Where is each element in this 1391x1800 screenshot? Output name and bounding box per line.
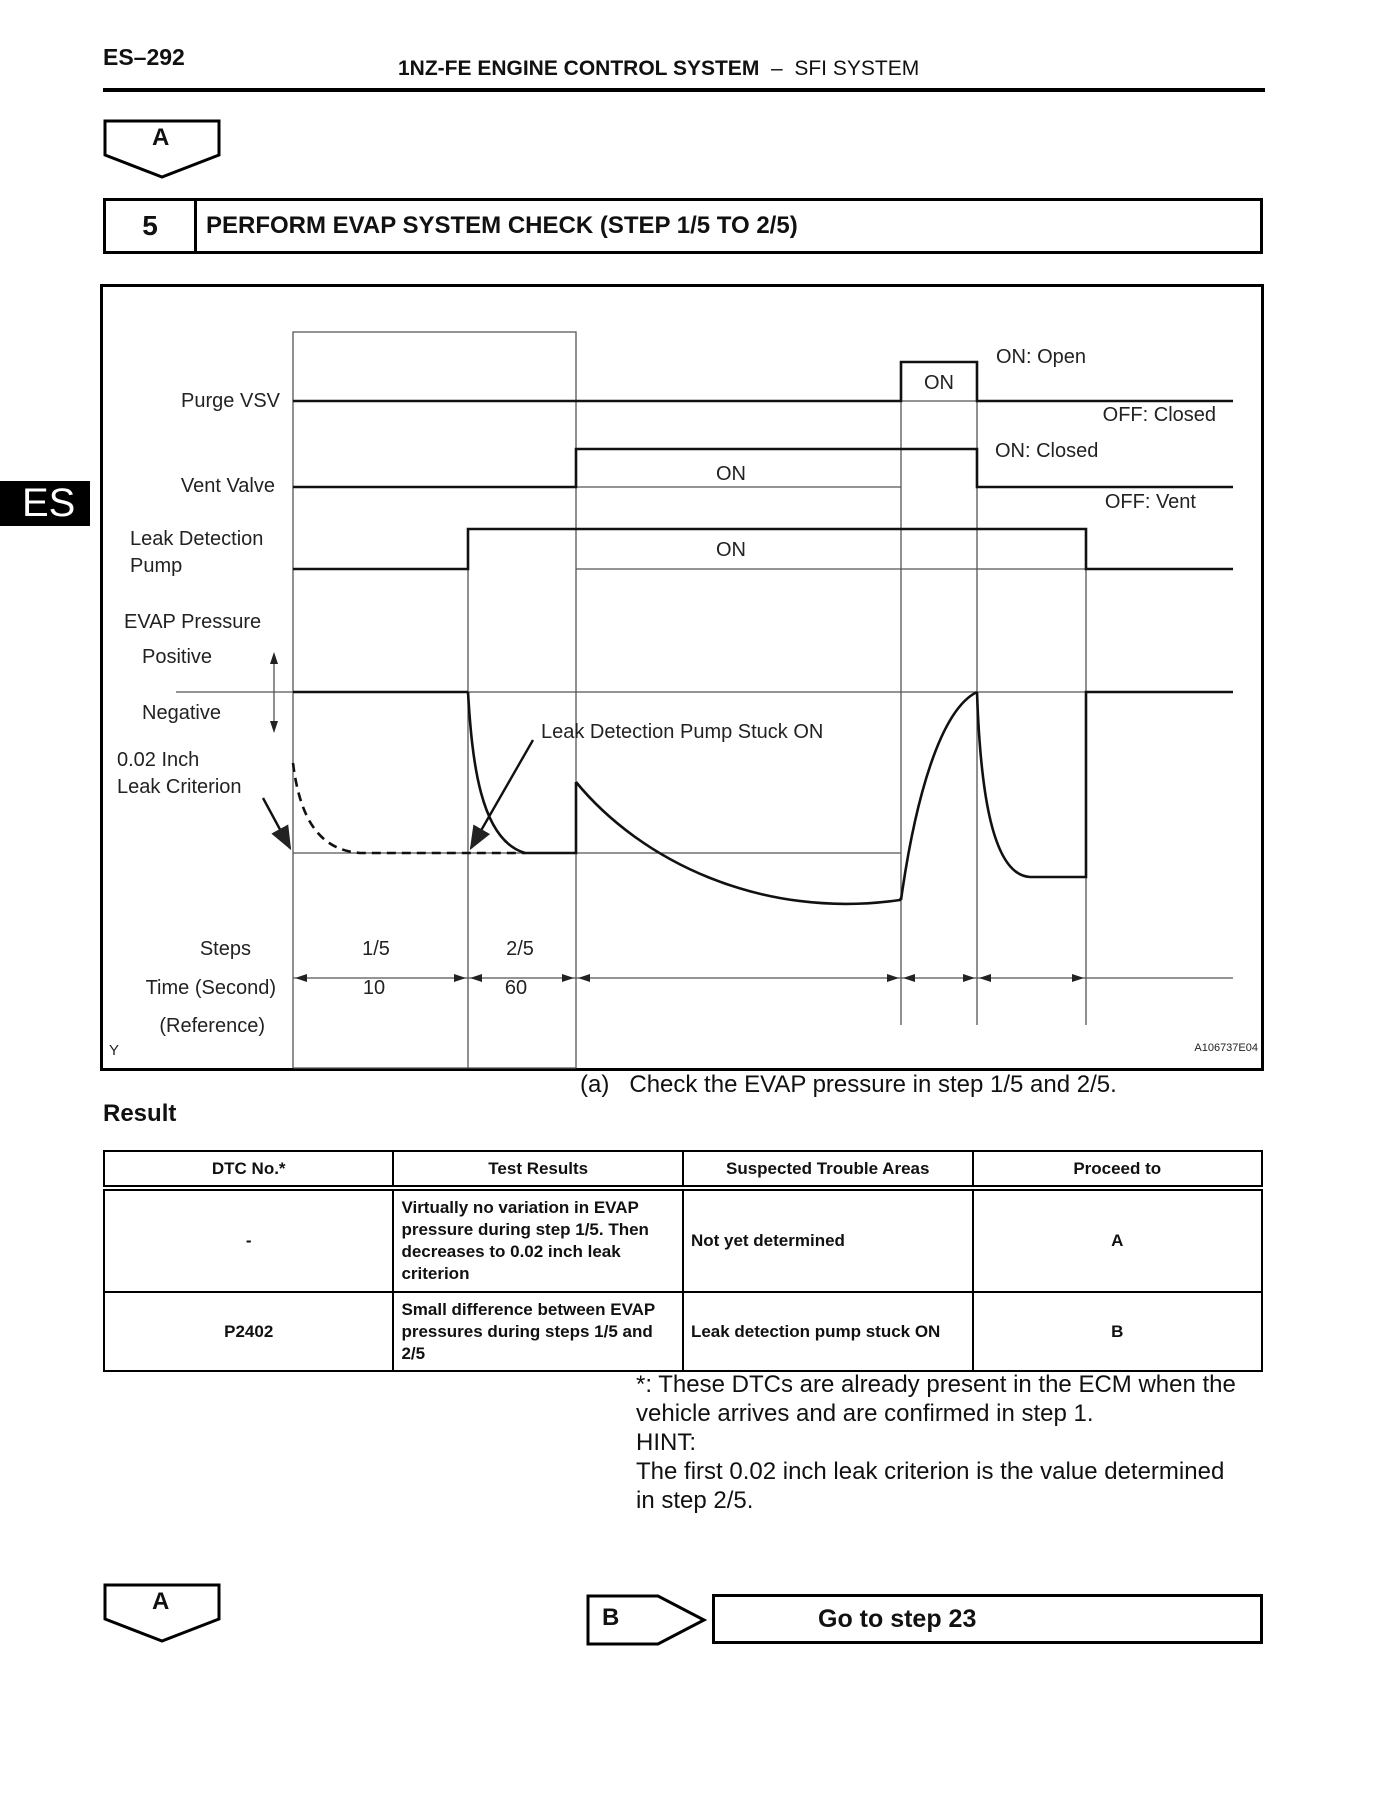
- instruction-text: [580, 1071, 1117, 1099]
- col-dtc: DTC No.*: [104, 1151, 393, 1188]
- col-suspected-areas: Suspected Trouble Areas: [683, 1151, 973, 1188]
- hint-label: HINT:: [636, 1429, 696, 1456]
- step-2-5: 2/5: [506, 938, 534, 960]
- purge-state-on: ON: Open: [996, 346, 1087, 368]
- col-test-results: Test Results: [393, 1151, 683, 1188]
- cell-trouble-area: Leak detection pump stuck ON: [683, 1292, 973, 1371]
- result-heading: Result: [103, 1100, 177, 1127]
- step-number: 5: [106, 201, 197, 251]
- result-table: [103, 1150, 1263, 1372]
- table-header-row: [104, 1151, 1262, 1188]
- col-proceed-to: Proceed to: [973, 1151, 1263, 1188]
- flow-tag-label: A: [152, 124, 170, 151]
- vent-on-label: ON: [716, 463, 746, 485]
- section-tab-es: ES: [0, 481, 90, 526]
- label-negative: Negative: [142, 702, 221, 724]
- footnote-line-2: vehicle arrives and are confirmed in step 1.: [636, 1400, 1094, 1427]
- cell-dtc: P2402: [104, 1292, 393, 1371]
- flow-tag-label: B: [602, 1604, 620, 1631]
- instruction-prefix: (a): [580, 1071, 610, 1098]
- label-purge-vsv: Purge VSV: [181, 390, 280, 412]
- cell-proceed: A: [973, 1188, 1263, 1292]
- label-pump-stuck-on: Leak Detection Pump Stuck ON: [541, 721, 824, 743]
- label-time: Time (Second): [145, 977, 276, 999]
- corner-mark: Y: [109, 1042, 120, 1059]
- label-criterion-2: Leak Criterion: [117, 776, 242, 798]
- table-row: [104, 1292, 1262, 1371]
- label-reference: (Reference): [159, 1015, 265, 1037]
- running-title-separator: –: [770, 57, 783, 80]
- vent-state-off: OFF: Vent: [1104, 491, 1196, 513]
- figure-id: A106737E04: [1194, 1042, 1258, 1054]
- table-row: [104, 1188, 1262, 1292]
- cell-test-result: Small difference between EVAP pressures during steps 1/5 and 2/5: [393, 1292, 683, 1371]
- cell-test-result: Virtually no variation in EVAP pressure during step 1/5. Then decreases to 0.02 inch leak criterion: [393, 1188, 683, 1292]
- vent-state-on: ON: Closed: [995, 440, 1099, 462]
- label-evap-pressure: EVAP Pressure: [124, 611, 262, 633]
- running-title-sub: SFI SYSTEM: [794, 57, 920, 80]
- flow-tag-a-bottom: [103, 1583, 223, 1650]
- notes: [636, 1370, 1266, 1515]
- purge-on-label: ON: [924, 372, 954, 394]
- time-60: 60: [504, 977, 528, 999]
- label-positive: Positive: [142, 646, 213, 668]
- timing-diagram: [100, 284, 1264, 1071]
- step-title: PERFORM EVAP SYSTEM CHECK (STEP 1/5 TO 2/5): [206, 212, 798, 239]
- cell-proceed: B: [973, 1292, 1263, 1371]
- hint-line-2: in step 2/5.: [636, 1487, 754, 1514]
- step-1-5: 1/5: [362, 938, 390, 960]
- page-number: ES–292: [103, 44, 185, 70]
- running-title-main: 1NZ-FE ENGINE CONTROL SYSTEM: [398, 57, 760, 80]
- label-steps: Steps: [199, 938, 251, 960]
- time-10: 10: [362, 977, 386, 999]
- flow-tag-label: A: [152, 1588, 170, 1615]
- cell-dtc: -: [104, 1188, 393, 1292]
- instruction-body: Check the EVAP pressure in step 1/5 and 2/5.: [629, 1071, 1117, 1098]
- label-vent-valve: Vent Valve: [180, 475, 275, 497]
- hint-line-1: The first 0.02 inch leak criterion is the value determined: [636, 1458, 1225, 1485]
- label-leak-detection-pump-2: Pump: [130, 555, 183, 577]
- footnote-line-1: *: These DTCs are already present in the ECM when the: [636, 1371, 1236, 1398]
- goto-step-link[interactable]: Go to step 23: [712, 1594, 1263, 1644]
- purge-state-off: OFF: Closed: [1102, 404, 1216, 426]
- pump-on-label: ON: [716, 539, 746, 561]
- label-criterion-1: 0.02 Inch: [117, 749, 200, 771]
- flow-tag-b: [586, 1594, 708, 1651]
- cell-trouble-area: Not yet determined: [683, 1188, 973, 1292]
- label-leak-detection-pump-1: Leak Detection: [130, 528, 264, 550]
